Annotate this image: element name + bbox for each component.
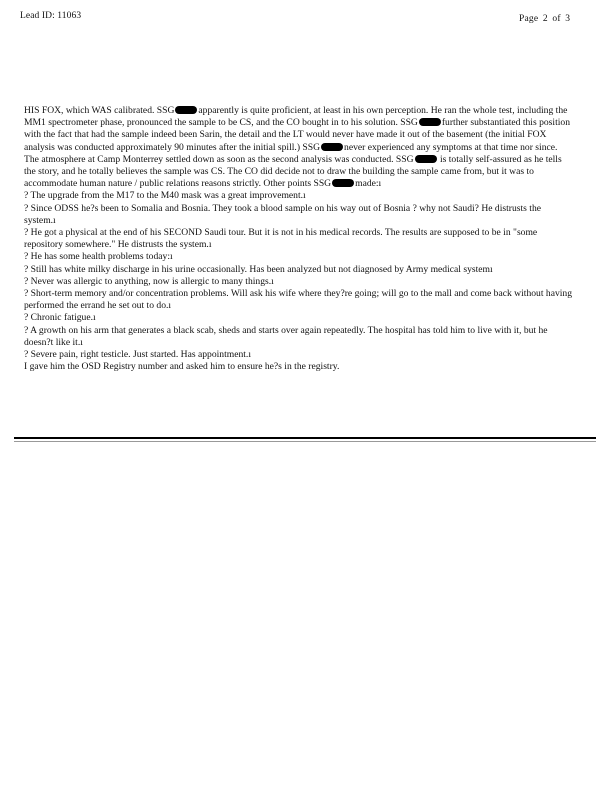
text-segment: never experienced any symptoms at that time nor since. The atmosphere at Camp Monterrey settled down as soon as the second analysis was conducted. SSG: [24, 141, 558, 165]
list-item: ? He has some health problems today:ı: [24, 251, 173, 263]
list-item: ? The upgrade from the M17 to the M40 mask was a great improvement.ı: [24, 190, 306, 202]
divider-rule-thin: [14, 441, 596, 442]
lead-id: Lead ID: 11063: [20, 11, 82, 21]
list-item: ? Chronic fatigue.ı: [24, 312, 96, 324]
redaction-mark: [419, 118, 441, 126]
text-segment: HIS FOX, which WAS calibrated. SSG: [24, 105, 175, 116]
page-number: Page 2 of 3: [519, 14, 571, 24]
closing-line: I gave him the OSD Registry number and asked him to ensure he?s in the registry.: [24, 361, 340, 373]
list-item: ? Since ODSS he?s been to Somalia and Bosnia. They took a blood sample on his way out of Bosnia ? why not Saudi? He distrusts the system.ı: [24, 202, 542, 226]
divider-rule: [14, 437, 596, 439]
redaction-mark: [332, 179, 354, 187]
list-item: ? A growth on his arm that generates a black scab, sheds and starts over again repeatedly. The hospital has told him to live with it, but he doesn?t like it.ı: [24, 324, 548, 348]
text-segment: made:ı: [355, 178, 382, 190]
list-item: ? Severe pain, right testicle. Just started. Has appointment.ı: [24, 349, 251, 361]
list-item: ? Still has white milky discharge in his urine occasionally. Has been analyzed but not diagnosed by Army medical systemı: [24, 263, 493, 275]
redaction-mark: [321, 143, 343, 151]
text-segment: is totally self-assured as he tells the story, and he totally believes the sample was CS. The CO did decide not to draw the building the sample came from, but it was to accommodate human nature / public relations reasons strictly. Other points SSG: [24, 153, 562, 190]
list-item: ? Short-term memory and/or concentration problems. Will ask his wife where they?re going; will go to the mall and come back without having performed the errand he set out to do.ı: [24, 288, 573, 312]
paragraph-main: [24, 105, 574, 190]
text-segment: apparently is quite proficient, at least in his own perception. He ran the whole test, including the MM1 spectrometer phase, pronounced the sample to be CS, and the CO bought in to his solution. SSG: [24, 105, 568, 129]
redaction-mark: [415, 155, 437, 163]
list-item: ? Never was allergic to anything, now is allergic to many things.ı: [24, 275, 274, 287]
document-body: [24, 105, 574, 373]
text-segment: further substantiated this position with the fact that had the sample indeed been Sarin, the detail and the LT would never have made it out of the basement (the initial FOX analysis was conducted approximately 90 minutes after the initial spill.) SSG: [24, 117, 571, 153]
list-item: ? He got a physical at the end of his SECOND Saudi tour. But it is not in his medical records. The results are supposed to be in "some repository somewhere." He distrusts the system.ı: [24, 227, 538, 251]
redaction-mark: [175, 106, 197, 114]
